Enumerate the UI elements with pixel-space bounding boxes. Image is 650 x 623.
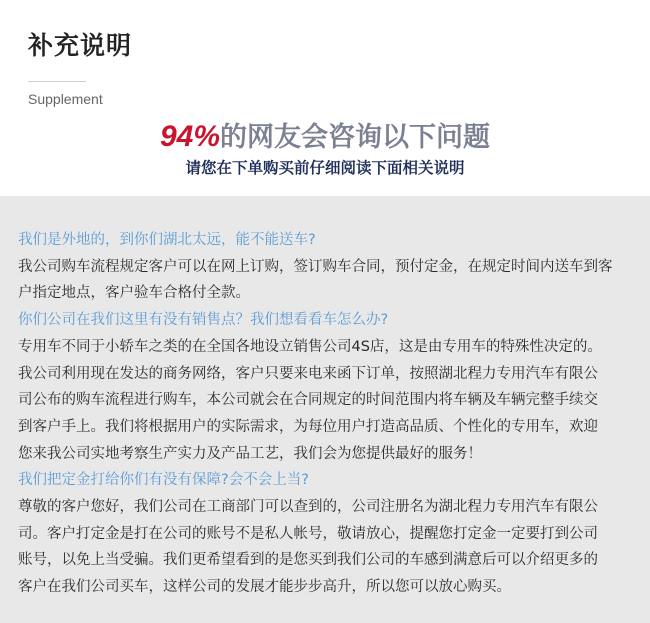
faq-answer-line: 您来我公司实地考察生产实力及产品工艺，我们会为您提供最好的服务！ <box>18 445 482 462</box>
faq-answer-line: 我公司利用现在发达的商务网络，客户只要来电来函下订单，按照湖北程力专用汽车有限公 <box>18 365 598 382</box>
faq-answer-line: 尊敬的客户您好，我们公司在工商部门可以查到的，公司注册名为湖北程力专用汽车有限公 <box>18 499 598 516</box>
faq-answer-line: 客户在我们公司买车，这样公司的发展才能步步高升，所以您可以放心购买。 <box>18 579 511 596</box>
faq-answer-line: 我公司购车流程规定客户可以在网上订购，签订购车合同，预付定金，在规定时间内送车到客 <box>18 258 613 275</box>
faq-answer-line: 账号，以免上当受骗。我们更希望看到的是您买到我们公司的车感到满意后可以介绍更多的 <box>18 552 598 569</box>
faq-question: 你们公司在我们这里有没有销售点？我们想看看车怎么办? <box>18 312 389 329</box>
headline <box>0 115 650 154</box>
section-subtitle: Supplement <box>28 91 103 107</box>
headline-percent: 94% <box>159 120 221 153</box>
faq-answer-line: 到客户手上。我们将根据用户的实际需求，为每位用户打造高品质、个性化的专用车，欢迎 <box>18 418 598 435</box>
faq-answer-line: 户指定地点，客户验车合格付全款。 <box>18 285 250 302</box>
faq-question: 我们把定金打给你们有没有保障?会不会上当? <box>18 472 309 489</box>
faq-question: 我们是外地的，到你们湖北太远，能不能送车? <box>18 232 316 248</box>
tagline: 请您在下单购买前仔细阅读下面相关说明 <box>185 159 465 177</box>
divider <box>28 81 86 82</box>
faq-answer-line: 司公布的购车流程进行购车，本公司就会在合同规定的时间范围内将车辆及车辆完整手续交 <box>18 392 598 409</box>
faq-list <box>18 227 643 601</box>
headline-text: 的网友会咨询以下问题 <box>220 122 491 153</box>
faq-answer-line: 司。客户打定金是打在公司的账号不是私人帐号，敬请放心，提醒您打定金一定要打到公司 <box>18 525 598 542</box>
section-title: 补充说明 <box>28 31 133 60</box>
faq-answer-line: 专用车不同于小轿车之类的在全国各地设立销售公司4S店，这是由专用车的特殊性决定的。 <box>18 338 602 355</box>
